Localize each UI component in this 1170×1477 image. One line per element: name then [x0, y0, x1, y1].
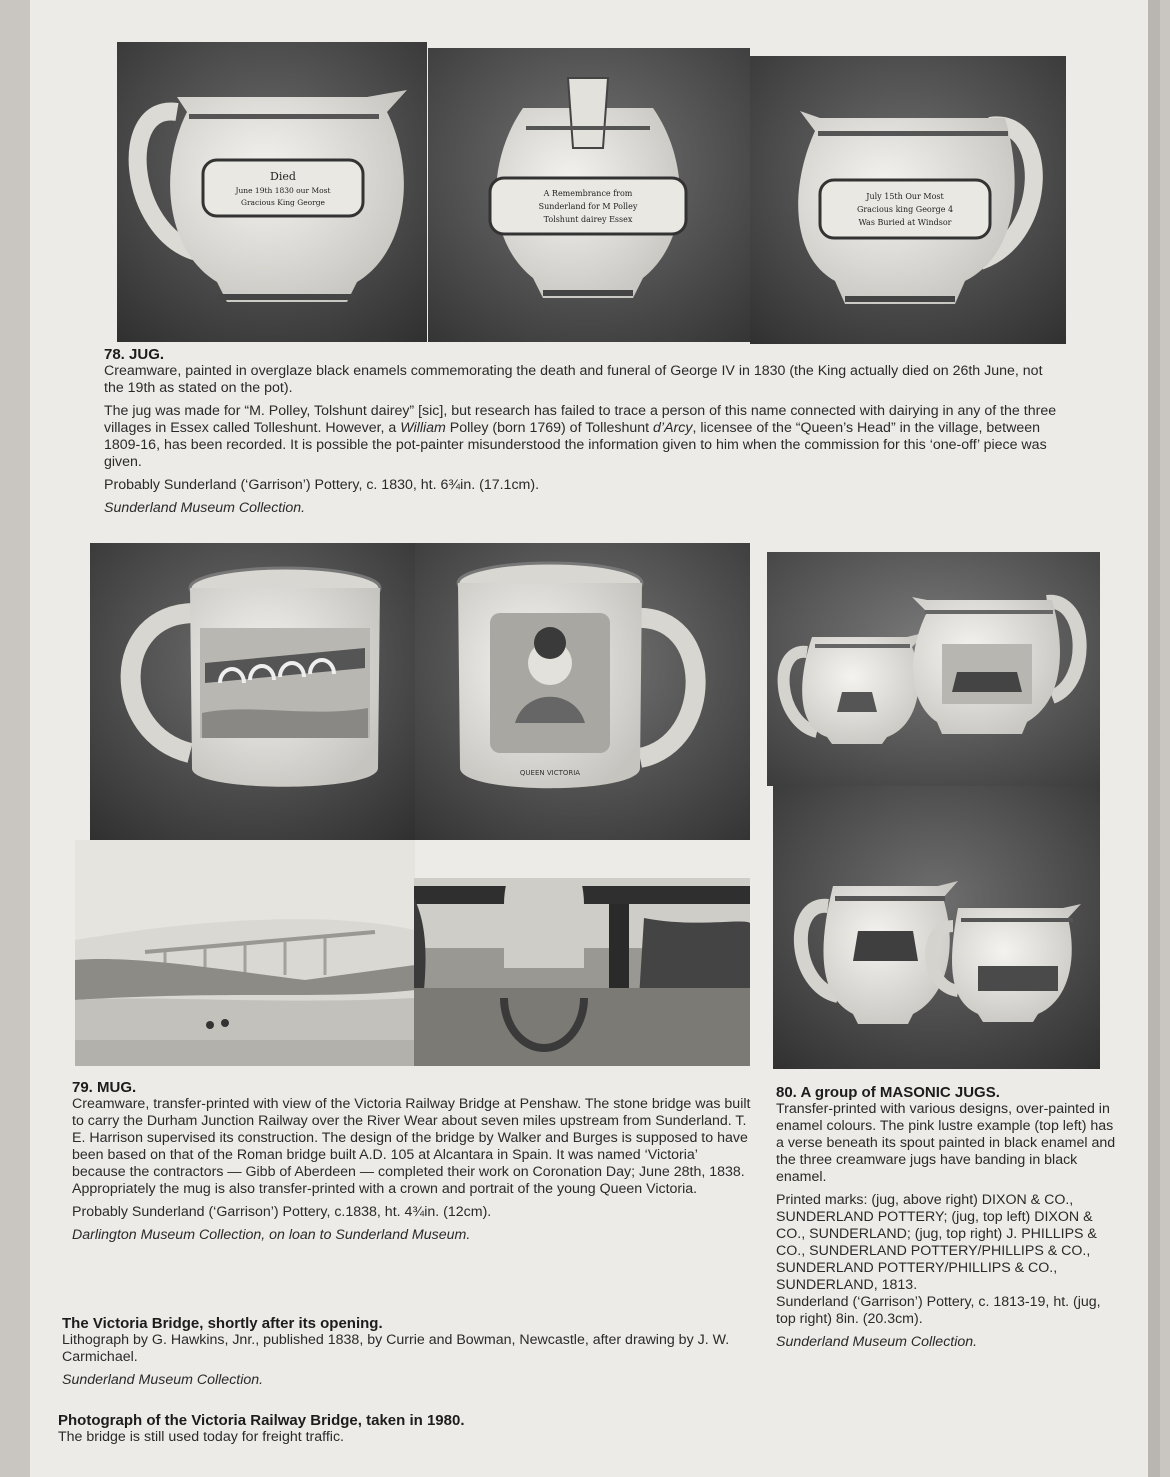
bridge-photo-caption — [58, 1412, 758, 1446]
mug-caption: QUEEN VICTORIA — [519, 769, 581, 777]
fig80-caption — [776, 1084, 1116, 1351]
plaque3-line1: July 15th Our Most — [866, 192, 944, 201]
fig78-collection: Sunderland Museum Collection. — [104, 500, 306, 516]
page-edge — [1148, 0, 1160, 1477]
plaque3-line3: Was Buried at Windsor — [858, 218, 952, 227]
fig78-description: Creamware, painted in overglaze black enamels commemorating the death and funeral of George IV in 1830 (the King actually died on 26th June, not the 19th as stated on the pot). — [104, 363, 1043, 396]
plaque2-line1: A Remembrance from — [543, 189, 633, 198]
fig80-heading: 80. A group of MASONIC JUGS. — [776, 1084, 1000, 1101]
fig78-attribution: Probably Sunderland (‘Garrison’) Pottery, c. 1830, ht. 6¾in. (17.1cm). — [104, 477, 540, 493]
fig78-history: The jug was made for “M. Polley, Tolshunt dairey” [sic], but research has failed to trace a person of this name connected with dairying in any of the three villages in Essex called Tolleshunt. However, a William Polley (born 1769) of Tolleshunt d’Arcy, licensee of the “Queen’s Head” in the village, between 1809-16, has been recorded. It is possible the pot-painter misunderstood the information given to him when the commission for this ‘one-off’ piece was given. — [104, 403, 1057, 470]
fig79-attribution: Probably Sunderland (‘Garrison’) Pottery, c.1838, ht. 4¾in. (12cm). — [72, 1204, 492, 1220]
litho-heading: The Victoria Bridge, shortly after its opening. — [62, 1315, 383, 1332]
fig80-attribution: Sunderland (‘Garrison’) Pottery, c. 1813-19, ht. (jug, top right) 8in. (20.3cm). — [776, 1294, 1101, 1327]
fig79-description: Creamware, transfer-printed with view of the Victoria Railway Bridge at Penshaw. The stone bridge was built to carry the Durham Junction Railway over the River Wear about seven miles upstream from Sunderland. T. E. Harrison supervised its construction. The design of the bridge by Walker and Burges is supposed to have been based on that of the Roman bridge built A.D. 105 at Alcantara in Spain. It was named ‘Victoria’ because the contractors — Gibb of Aberdeen — completed their work on Coronation Day; June 28th, 1838. Appropriately the mug is also transfer-printed with a crown and portrait of the young Queen Victoria. — [72, 1096, 751, 1197]
plaque1-line3: Gracious King George — [240, 198, 326, 207]
fig80-collection: Sunderland Museum Collection. — [776, 1334, 978, 1350]
plaque1-line1: Died — [270, 170, 296, 183]
mug-photo-bridge-side — [90, 543, 415, 840]
masonic-jugs-bottom-photo — [773, 786, 1100, 1069]
fig80-description: Transfer-printed with various designs, over-painted in enamel colours. The pink lustre example (top left) has a verse beneath its spout painted in black enamel and the three creamware jugs have banding in black enamel. — [776, 1101, 1116, 1185]
photo-victoria-bridge-1980 — [414, 878, 750, 1066]
litho-collection: Sunderland Museum Collection. — [62, 1372, 264, 1388]
jug-photo-left — [117, 42, 427, 342]
plaque2-line2: Sunderland for M Polley — [538, 202, 638, 211]
fig78-heading: 78. JUG. — [104, 346, 165, 363]
plaque1-line2: June 19th 1830 our Most — [235, 186, 331, 195]
litho-caption — [62, 1315, 756, 1389]
fig80-marks: Printed marks: (jug, above right) DIXON & CO., SUNDERLAND POTTERY; (jug, top left) DIXON & CO., SUNDERLAND; (jug, top right) J. PHILLIPS & CO., SUNDERLAND POTTERY/PHILLIPS & CO., SUNDERLAND POTTERY/PHILLIPS & CO., SUNDERLAND, 1813. — [776, 1192, 1097, 1293]
litho-text: Lithograph by G. Hawkins, Jnr., published 1838, by Currie and Bowman, Newcastle, after drawing by J. W. Carmichael. — [62, 1332, 730, 1365]
bridge-photo-text: The bridge is still used today for freight traffic. — [58, 1429, 344, 1445]
fig79-heading: 79. MUG. — [72, 1079, 137, 1096]
fig79-collection: Darlington Museum Collection, on loan to Sunderland Museum. — [72, 1227, 471, 1243]
jug-photo-middle — [428, 48, 750, 342]
plaque2-line3: Tolshunt dairey Essex — [543, 215, 633, 224]
jug-photo-right — [750, 56, 1066, 344]
lithograph-victoria-bridge — [75, 840, 415, 1066]
fig79-caption — [72, 1079, 754, 1244]
masonic-jugs-top-photo — [767, 552, 1100, 786]
plaque3-line2: Gracious king George 4 — [856, 205, 954, 214]
bridge-photo-heading: Photograph of the Victoria Railway Bridge, taken in 1980. — [58, 1412, 465, 1429]
mug-photo-portrait-side — [415, 543, 750, 840]
fig78-caption — [104, 346, 1062, 517]
